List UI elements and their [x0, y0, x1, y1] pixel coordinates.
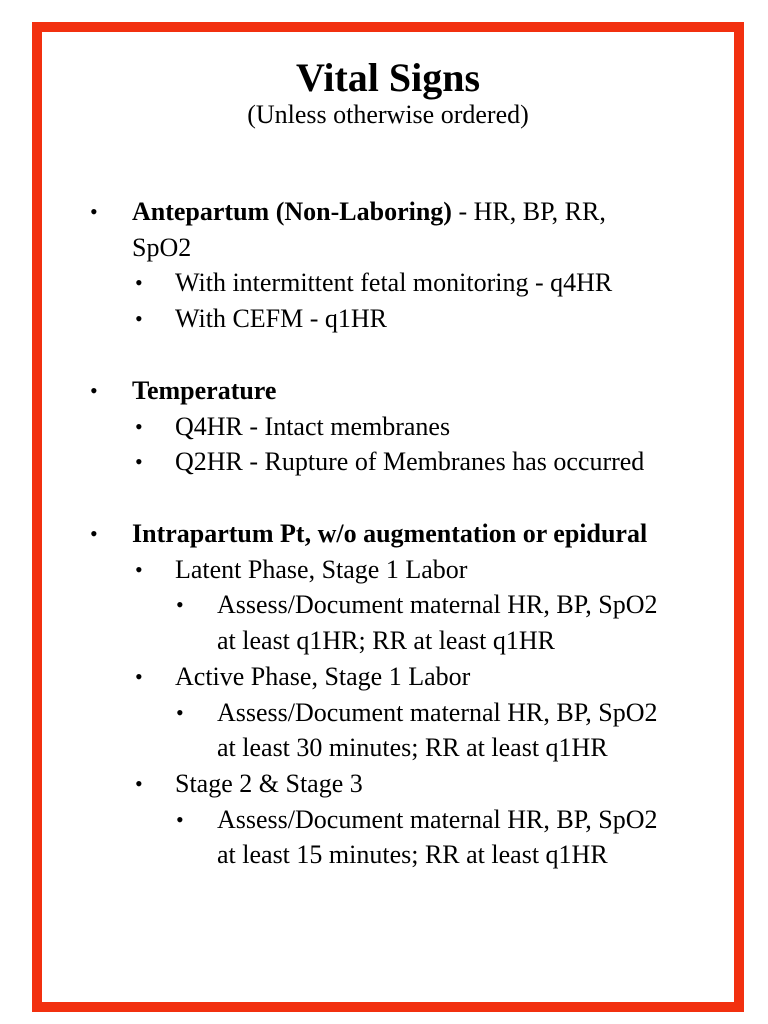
bullet-icon: •: [90, 199, 98, 224]
section-antepartum: [42, 194, 734, 337]
page-title: Vital Signs: [295, 55, 481, 100]
antepartum-item-label: With CEFM - q1HR: [175, 304, 388, 334]
antepartum-suffix: - HR, BP, RR,: [451, 197, 606, 226]
list-item-intrapartum: [42, 516, 734, 552]
list-item-phase: [42, 766, 734, 802]
list-item-temperature-sub: [42, 409, 734, 445]
bullet-icon: •: [176, 806, 184, 832]
list-item-antepartum: [42, 194, 734, 230]
phase-label: Latent Phase, Stage 1 Labor: [175, 554, 468, 584]
bullet-icon: •: [176, 699, 184, 725]
phase-label: Stage 2 & Stage 3: [175, 768, 363, 798]
intrapartum-heading: Intrapartum Pt, w/o augmentation or epidural: [132, 519, 648, 548]
bullet-icon: •: [135, 449, 143, 475]
temperature-heading: Temperature: [132, 376, 277, 405]
list-item-phase: [42, 552, 734, 588]
phase-detail-continued: at least 30 minutes; RR at least q1HR: [217, 733, 608, 763]
phase-detail-text: Assess/Document maternal HR, BP, SpO2: [217, 804, 658, 834]
temperature-item-label: Q2HR - Rupture of Membranes has occurred: [175, 447, 645, 477]
list-item-phase-detail: [42, 695, 734, 731]
list-item-phase-detail: [42, 587, 734, 623]
antepartum-heading: Antepartum (Non-Laboring): [132, 197, 452, 226]
phase-detail-text: Assess/Document maternal HR, BP, SpO2: [217, 697, 658, 727]
list-item-phase: [42, 659, 734, 695]
phase-detail-text: Assess/Document maternal HR, BP, SpO2: [217, 590, 658, 620]
phase-detail-continued: at least 15 minutes; RR at least q1HR: [217, 840, 608, 870]
list-item-phase-detail: [42, 802, 734, 838]
section-intrapartum: [42, 516, 734, 873]
vital-signs-card: [32, 22, 744, 1012]
temperature-item-label: Q4HR - Intact membranes: [175, 411, 451, 441]
page-subtitle: (Unless otherwise ordered): [247, 100, 529, 129]
phase-label: Active Phase, Stage 1 Labor: [175, 661, 471, 691]
bullet-icon: •: [135, 556, 143, 582]
bullet-icon: •: [90, 378, 98, 403]
list-item-temperature: [42, 373, 734, 409]
bullet-icon: •: [135, 770, 143, 796]
antepartum-item-label: With intermittent fetal monitoring - q4HR: [175, 268, 613, 298]
section-temperature: [42, 373, 734, 480]
phase-detail-continued: at least q1HR; RR at least q1HR: [217, 626, 555, 656]
antepartum-suffix-continued: SpO2: [132, 232, 192, 262]
list-item-antepartum-sub: [42, 301, 734, 337]
list-item-antepartum-sub: [42, 265, 734, 301]
list-item-temperature-sub: [42, 444, 734, 480]
bullet-icon: •: [135, 413, 143, 439]
bullet-icon: •: [135, 270, 143, 296]
bullet-icon: •: [90, 521, 98, 546]
bullet-icon: •: [176, 592, 184, 618]
bullet-icon: •: [135, 306, 143, 332]
bullet-icon: •: [135, 663, 143, 689]
